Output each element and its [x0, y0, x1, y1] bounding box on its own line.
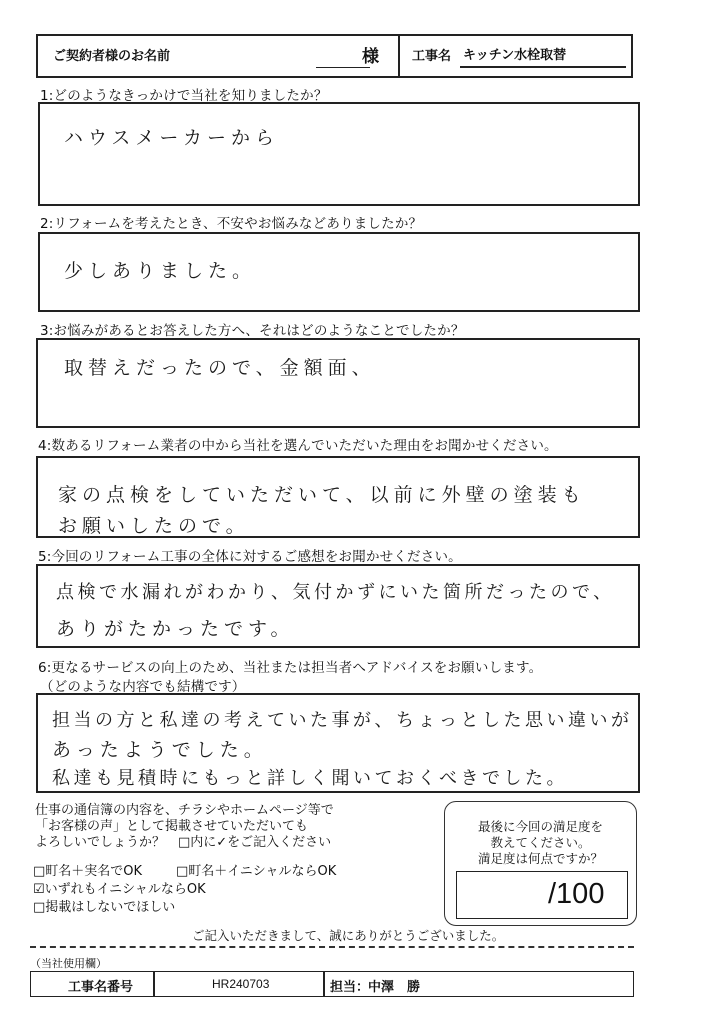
staff-name: 中澤 勝	[368, 980, 421, 995]
work-number-label: 工事名番号	[68, 980, 134, 995]
publish-text-3: よろしいでしょうか？ □内に✓をご記入ください	[35, 835, 332, 850]
answer-5-line-1: 点検で水漏れがわかり、気付かずにいた箇所だったので、	[56, 582, 615, 603]
office-divider-1	[153, 971, 155, 997]
question-3-label: 3:お悩みがあるとお答えした方へ、それはどのようなことでしたか？	[40, 323, 465, 339]
question-2-label: 2:リフォームを考えたとき、不安やお悩みなどありましたか？	[40, 216, 423, 232]
sama-label: 様	[362, 47, 379, 67]
office-divider-2	[323, 971, 325, 997]
answer-4-line-1: 家の点検をしていただいて、以前に外壁の塗装も	[58, 484, 586, 506]
option-town-initials[interactable]: □町名＋イニシャルならOK	[176, 864, 337, 879]
satisfaction-prompt-1: 最後に今回の満足度を	[477, 819, 603, 834]
work-name-underline	[460, 66, 626, 68]
question-6-label: 6:更なるサービスの向上のため、当社または担当者へアドバイスをお願いします。	[38, 660, 543, 676]
answer-1-line-1: ハウスメーカーから	[64, 127, 280, 149]
publish-text-1: 仕事の通信簿の内容を、チラシやホームページ等で	[35, 803, 334, 818]
question-4-label: 4:数あるリフォーム業者の中から当社を選んでいただいた理由をお聞かせください。	[38, 438, 558, 454]
customer-name-label: ご契約者様のお名前	[53, 49, 171, 64]
header-divider	[398, 34, 400, 78]
satisfaction-prompt-3: 満足度は何点ですか？	[477, 851, 603, 866]
answer-2-line-1: 少しありました。	[64, 260, 257, 282]
question-1-label: 1:どのようなきっかけで当社を知りましたか？	[40, 88, 328, 104]
dashed-separator	[30, 946, 634, 948]
question-6-sublabel: （どのような内容でも結構です）	[40, 679, 246, 695]
answer-box-1[interactable]	[38, 102, 640, 206]
work-name-label: 工事名	[412, 49, 452, 64]
answer-6-line-1: 担当の方と私達の考えていた事が、ちょっとした思い違いが	[52, 710, 633, 731]
thanks-message: ご記入いただきまして、誠にありがとうございました。	[192, 928, 505, 943]
answer-box-3[interactable]	[36, 338, 640, 428]
work-number-value: HR240703	[212, 977, 270, 991]
option-all-initials[interactable]: ☑いずれもイニシャルならOK	[33, 882, 206, 897]
satisfaction-prompt-2: 教えてください。	[490, 835, 591, 850]
answer-3-line-1: 取替えだったので、金額面、	[64, 357, 376, 379]
option-no-publish[interactable]: □掲載はしないでほしい	[33, 900, 176, 915]
answer-5-line-2: ありがたかったです。	[56, 618, 295, 640]
work-name-value: キッチン水栓取替	[463, 48, 567, 63]
answer-6-line-3: 私達も見積時にもっと詳しく聞いておくべきでした。	[52, 768, 568, 789]
publish-text-2: 「お客様の声」として掲載させていただいても	[35, 819, 309, 834]
score-denominator: /100	[548, 878, 605, 910]
answer-6-line-2: あったようでした。	[52, 739, 268, 761]
answer-4-line-2: お願いしたので。	[58, 515, 250, 537]
question-5-label: 5:今回のリフォーム工事の全体に対するご感想をお聞かせください。	[38, 549, 462, 565]
office-use-label: （当社使用欄）	[30, 957, 107, 970]
option-town-real-name[interactable]: □町名＋実名でOK	[33, 864, 143, 879]
staff-label: 担当：	[330, 980, 370, 995]
